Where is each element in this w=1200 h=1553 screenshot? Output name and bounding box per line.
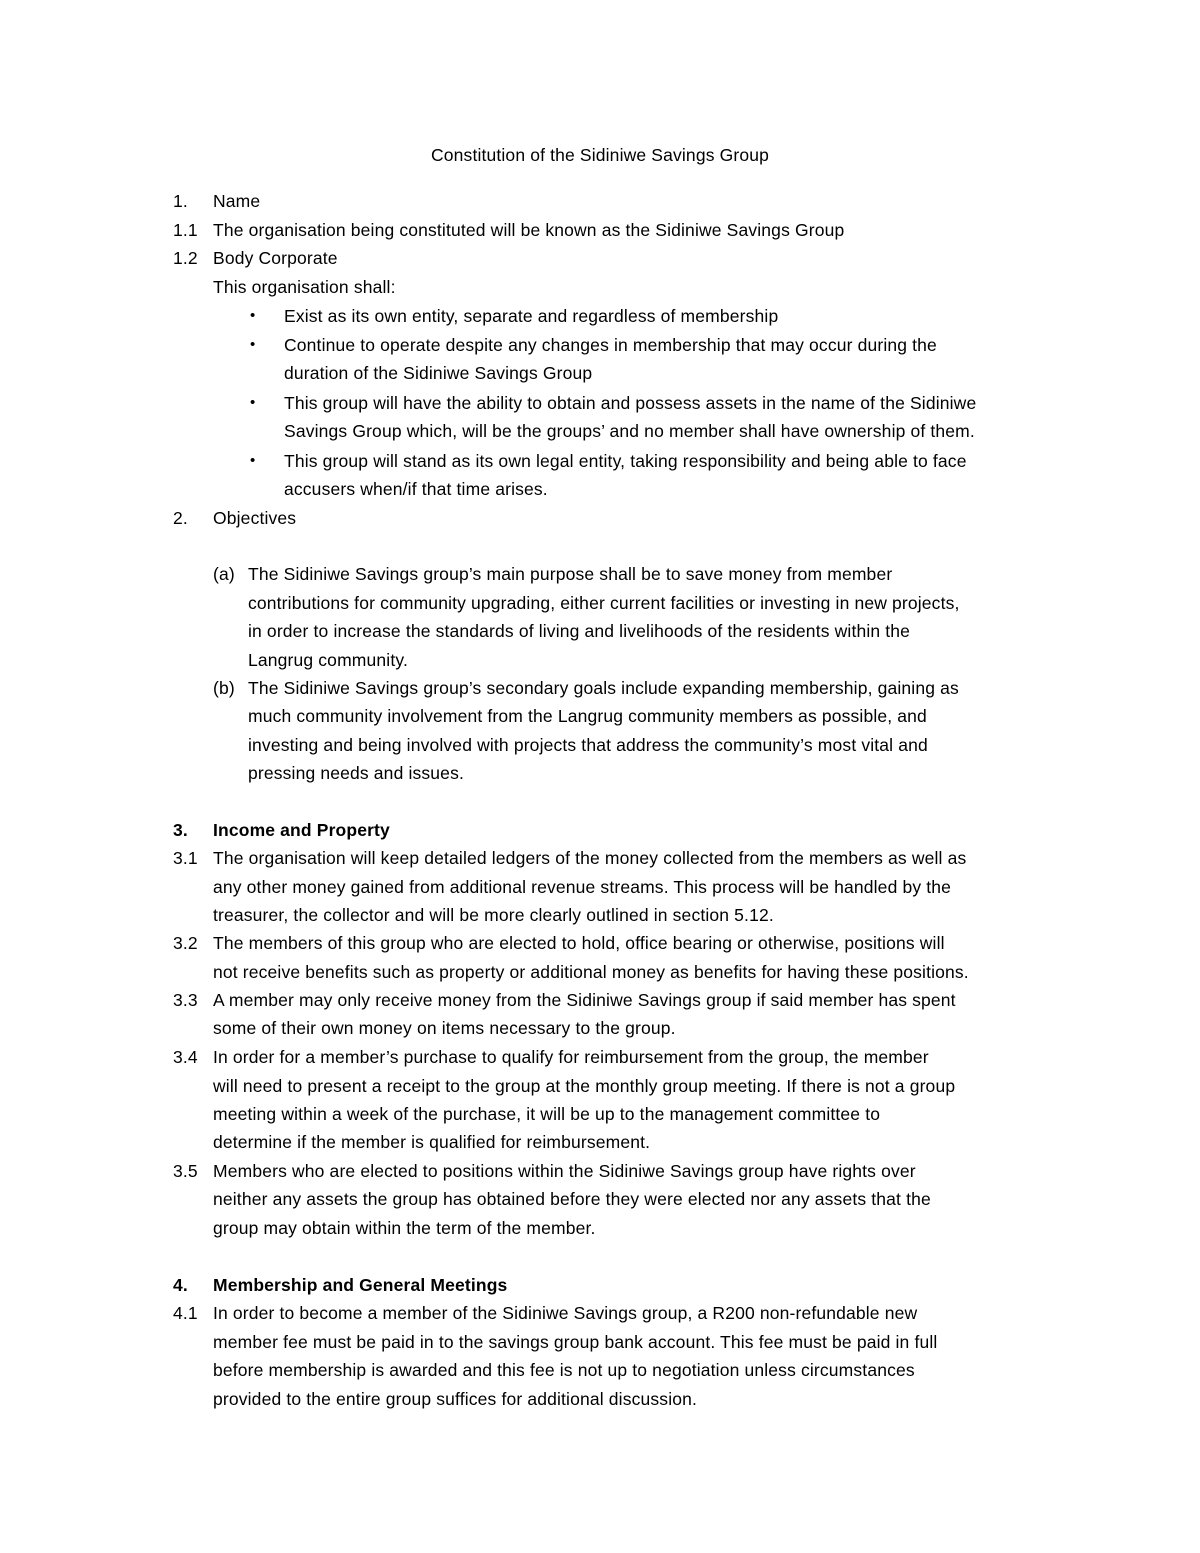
bullet-text: Savings Group which, will be the groups’ and no member shall have ownership of them. <box>284 421 975 441</box>
clause-number: 4.1 <box>173 1303 198 1323</box>
clause-text: determine if the member is qualified for reimbursement. <box>213 1132 651 1152</box>
clause-text: provided to the entire group suffices for additional discussion. <box>213 1389 698 1409</box>
clause-text: The organisation will keep detailed ledgers of the money collected from the members as well as <box>213 848 967 868</box>
section-number: 4. <box>173 1275 188 1295</box>
objective-text: investing and being involved with projects that address the community’s most vital and <box>248 735 928 755</box>
clause-text: In order for a member’s purchase to qualify for reimbursement from the group, the member <box>213 1047 929 1067</box>
clause-number: 3.3 <box>173 990 198 1010</box>
clause-text: Members who are elected to positions within the Sidiniwe Savings group have rights over <box>213 1161 916 1181</box>
objective-text: The Sidiniwe Savings group’s secondary goals include expanding membership, gaining as <box>248 678 959 698</box>
bullet-text: accusers when/if that time arises. <box>284 479 548 499</box>
clause-text: meeting within a week of the purchase, it will be up to the management committee to <box>213 1104 881 1124</box>
section-number: 3. <box>173 820 188 840</box>
clause-text: In order to become a member of the Sidiniwe Savings group, a R200 non-refundable new <box>213 1303 918 1323</box>
objective-label: (b) <box>213 678 235 698</box>
section-number: 1. <box>173 191 188 211</box>
clause-intro: This organisation shall: <box>213 277 396 297</box>
objective-text: in order to increase the standards of living and livelihoods of the residents within the <box>248 621 911 641</box>
clause-number: 3.1 <box>173 848 198 868</box>
objective-label: (a) <box>213 564 235 584</box>
clause-heading: Body Corporate <box>213 248 338 268</box>
objective-text: pressing needs and issues. <box>248 763 464 783</box>
clause-text: A member may only receive money from the Sidiniwe Savings group if said member has spent <box>213 990 956 1010</box>
clause-text: not receive benefits such as property or additional money as benefits for having these positions. <box>213 962 969 982</box>
bullet-text: duration of the Sidiniwe Savings Group <box>284 363 593 383</box>
clause-text: will need to present a receipt to the group at the monthly group meeting. If there is not a group <box>213 1076 956 1096</box>
clause-text: before membership is awarded and this fee is not up to negotiation unless circumstances <box>213 1360 915 1380</box>
clause-text: neither any assets the group has obtained before they were elected nor any assets that the <box>213 1189 931 1209</box>
clause-text: The organisation being constituted will be known as the Sidiniwe Savings Group <box>213 220 845 240</box>
bullet-icon: • <box>250 394 256 411</box>
clause-number: 1.2 <box>173 248 198 268</box>
clause-text: any other money gained from additional revenue streams. This process will be handled by the <box>213 877 952 897</box>
section-heading: Name <box>213 191 261 211</box>
clause-text: group may obtain within the term of the member. <box>213 1218 596 1238</box>
document-title: Constitution of the Sidiniwe Savings Group <box>430 145 769 165</box>
clause-number: 3.2 <box>173 933 198 953</box>
bullet-text: This group will stand as its own legal entity, taking responsibility and being able to face <box>284 451 967 471</box>
bullet-icon: • <box>250 307 256 324</box>
section-number: 2. <box>173 508 188 528</box>
bullet-icon: • <box>250 452 256 469</box>
clause-text: The members of this group who are elected to hold, office bearing or otherwise, positions will <box>213 933 945 953</box>
objective-text: The Sidiniwe Savings group’s main purpose shall be to save money from member <box>248 564 893 584</box>
section-heading: Objectives <box>213 508 297 528</box>
clause-number: 3.5 <box>173 1161 198 1181</box>
objective-text: contributions for community upgrading, either current facilities or investing in new projects, <box>248 593 960 613</box>
bullet-icon: • <box>250 336 256 353</box>
clause-number: 3.4 <box>173 1047 198 1067</box>
section-heading: Membership and General Meetings <box>213 1275 508 1295</box>
bullet-text: This group will have the ability to obtain and possess assets in the name of the Sidiniwe <box>284 393 977 413</box>
objective-text: Langrug community. <box>248 650 408 670</box>
objective-text: much community involvement from the Langrug community members as possible, and <box>248 706 927 726</box>
clause-number: 1.1 <box>173 220 198 240</box>
bullet-text: Continue to operate despite any changes in membership that may occur during the <box>284 335 937 355</box>
clause-text: treasurer, the collector and will be more clearly outlined in section 5.12. <box>213 905 774 925</box>
clause-text: some of their own money on items necessary to the group. <box>213 1018 676 1038</box>
bullet-text: Exist as its own entity, separate and regardless of membership <box>284 306 779 326</box>
clause-text: member fee must be paid in to the savings group bank account. This fee must be paid in full <box>213 1332 938 1352</box>
section-heading: Income and Property <box>213 820 390 840</box>
